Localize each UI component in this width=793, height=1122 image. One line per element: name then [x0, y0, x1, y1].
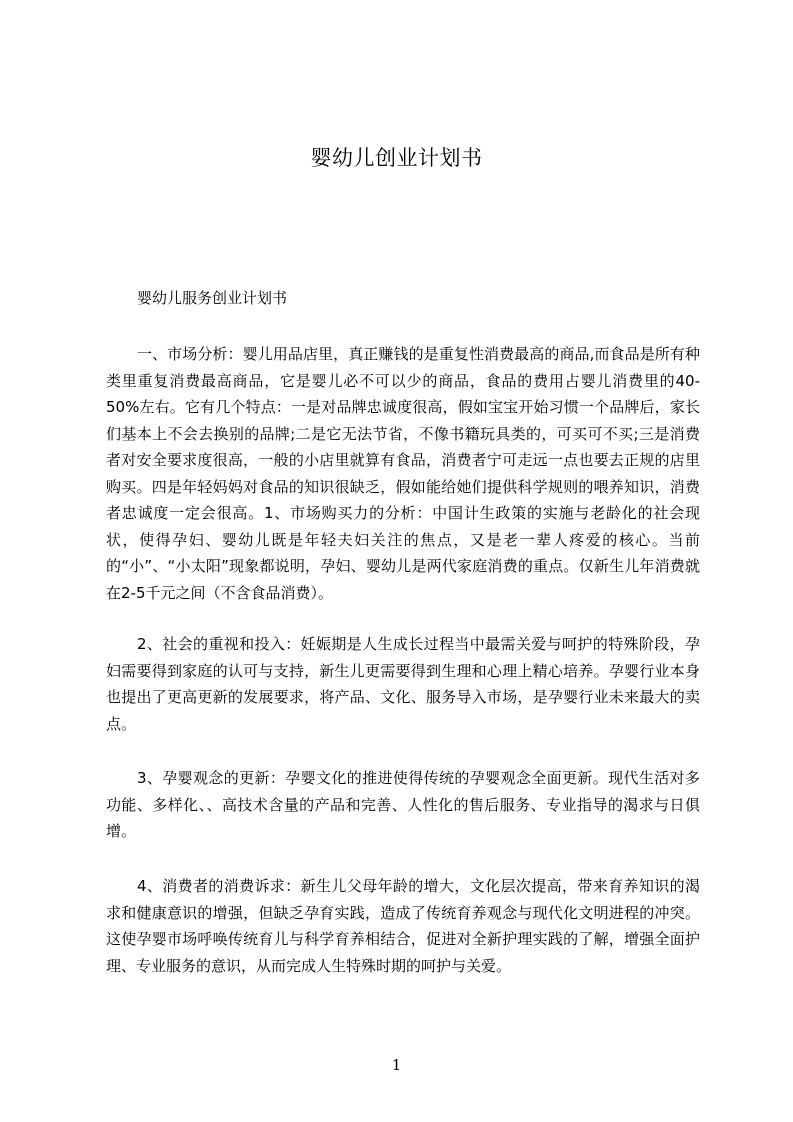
paragraph-concept-update: 3、孕婴观念的更新：孕婴文化的推进使得传统的孕婴观念全面更新。现代生活对多功能、多样化、、高技术含量的产品和完善、人性化的售后服务、专业指导的渴求与日俱增。 — [106, 769, 700, 840]
paragraph-consumer-demand: 4、消费者的消费诉求：新生儿父母年龄的增大，文化层次提高，带来育养知识的渴求和健康意识的增强，但缺乏孕育实践，造成了传统育养观念与现代化文明进程的冲突。这使孕婴市场呼唤传统育儿与科学育养相结合，促进对全新护理实践的了解，增强全面护理、专业服务的意识，从而完成人生特殊时期的呵护与关爱。 — [106, 877, 700, 975]
paragraph-social-investment: 2、社会的重视和投入：妊娠期是人生成长过程当中最需关爱与呵护的特殊阶段，孕妇需要得到家庭的认可与支持，新生儿更需要得到生理和心理上精心培养。孕婴行业本身也提出了更高更新的发展要求，将产品、文化、服务导入市场，是孕婴行业未来最大的卖点。 — [106, 635, 700, 733]
page-number: 1 — [391, 1056, 402, 1074]
document-title: 婴幼儿创业计划书 — [310, 146, 483, 170]
paragraph-market-analysis: 一、市场分析：婴儿用品店里，真正赚钱的是重复性消费最高的商品,而食品是所有种类里重复消费最高商品，它是婴儿必不可以少的商品，食品的费用占婴儿消费里的40-50%左右。它有几个特点：一是对品牌忠诚度很高，假如宝宝开始习惯一个品牌后，家长们基本上不会去换别的品牌;二是它无法节省，不像书籍玩具类的，可买可不买;三是消费者对安全要求度很高，一般的小店里就算有食品，消费者宁可走远一点也要去正规的店里购买。四是年轻妈妈对食品的知识很缺乏，假如能给她们提供科学规则的喂养知识，消费者忠诚度一定会很高。1、市场购买力的分析：中国计生政策的实施与老龄化的社会现状，使得孕妇、婴幼儿既是年轻夫妇关注的焦点，又是老一辈人疼爱的核心。当前的“小”、“小太阳”现象都说明，孕妇、婴幼儿是两代家庭消费的重点。仅新生儿年消费就在2-5千元之间（不含食品消费）。 — [106, 345, 700, 602]
document-subtitle: 婴幼儿服务创业计划书 — [137, 289, 288, 307]
